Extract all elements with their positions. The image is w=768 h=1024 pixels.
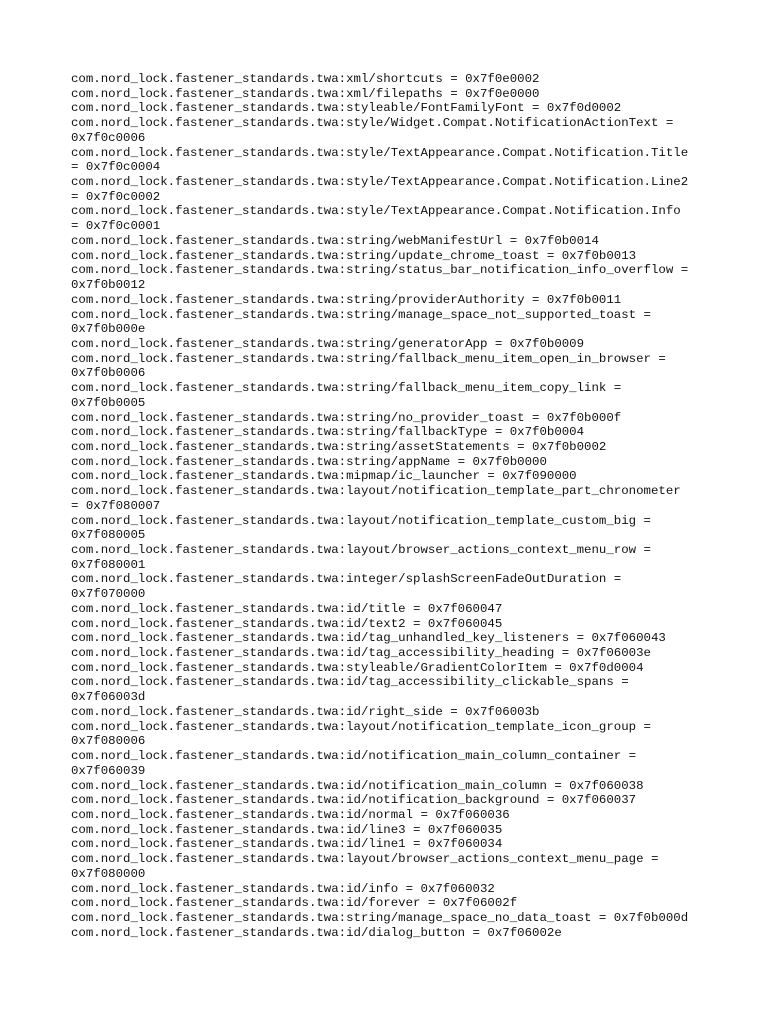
text-line: = 0x7f0c0001 bbox=[71, 219, 161, 234]
text-line: com.nord_lock.fastener_standards.twa:id/forever = 0x7f06002f bbox=[71, 896, 518, 911]
document-page bbox=[71, 72, 711, 940]
text-line: com.nord_lock.fastener_standards.twa:id/text2 = 0x7f060045 bbox=[71, 616, 503, 631]
text-line: com.nord_lock.fastener_standards.twa:string/fallback_menu_item_open_in_browser = bbox=[71, 351, 666, 366]
text-line: com.nord_lock.fastener_standards.twa:id/notification_main_column_container = bbox=[71, 749, 637, 764]
text-line: com.nord_lock.fastener_standards.twa:integer/splashScreenFadeOutDuration = bbox=[71, 572, 622, 587]
text-line: com.nord_lock.fastener_standards.twa:string/providerAuthority = 0x7f0b0011 bbox=[71, 292, 622, 307]
text-line: 0x7f080001 bbox=[71, 557, 146, 572]
text-line: 0x7f060039 bbox=[71, 763, 146, 778]
text-line: com.nord_lock.fastener_standards.twa:id/title = 0x7f060047 bbox=[71, 601, 503, 616]
text-line: com.nord_lock.fastener_standards.twa:string/no_provider_toast = 0x7f0b000f bbox=[71, 410, 622, 425]
text-line: com.nord_lock.fastener_standards.twa:id/tag_accessibility_heading = 0x7f06003e bbox=[71, 646, 651, 661]
text-line: com.nord_lock.fastener_standards.twa:string/appName = 0x7f0b0000 bbox=[71, 454, 547, 469]
text-line: com.nord_lock.fastener_standards.twa:styleable/FontFamilyFont = 0x7f0d0002 bbox=[71, 101, 622, 116]
text-line: com.nord_lock.fastener_standards.twa:string/assetStatements = 0x7f0b0002 bbox=[71, 439, 607, 454]
text-line: com.nord_lock.fastener_standards.twa:layout/notification_template_custom_big = bbox=[71, 513, 651, 528]
text-line: com.nord_lock.fastener_standards.twa:string/webManifestUrl = 0x7f0b0014 bbox=[71, 233, 599, 248]
text-line: com.nord_lock.fastener_standards.twa:id/info = 0x7f060032 bbox=[71, 881, 495, 896]
text-line: com.nord_lock.fastener_standards.twa:id/tag_accessibility_clickable_spans = bbox=[71, 675, 629, 690]
text-line: com.nord_lock.fastener_standards.twa:layout/browser_actions_context_menu_row = bbox=[71, 543, 651, 557]
text-line: com.nord_lock.fastener_standards.twa:style/TextAppearance.Compat.Notification.Line2 bbox=[71, 175, 689, 190]
text-line: com.nord_lock.fastener_standards.twa:id/line1 = 0x7f060034 bbox=[71, 837, 503, 852]
text-line: com.nord_lock.fastener_standards.twa:xml/filepaths = 0x7f0e0000 bbox=[71, 86, 540, 101]
text-line: com.nord_lock.fastener_standards.twa:string/fallbackType = 0x7f0b0004 bbox=[71, 425, 585, 440]
text-line: com.nord_lock.fastener_standards.twa:id/notification_main_column = 0x7f060038 bbox=[71, 778, 644, 793]
text-line: com.nord_lock.fastener_standards.twa:xml/shortcuts = 0x7f0e0002 bbox=[71, 72, 540, 86]
text-line: com.nord_lock.fastener_standards.twa:string/fallback_menu_item_copy_link = bbox=[71, 381, 622, 396]
text-line: 0x7f06003d bbox=[71, 690, 146, 705]
text-line: 0x7f070000 bbox=[71, 587, 146, 602]
text-line: com.nord_lock.fastener_standards.twa:layout/notification_template_icon_group = bbox=[71, 719, 651, 734]
text-line: = 0x7f080007 bbox=[71, 498, 161, 513]
text-line: = 0x7f0c0004 bbox=[71, 160, 161, 175]
text-line: com.nord_lock.fastener_standards.twa:layout/browser_actions_context_menu_page = bbox=[71, 852, 659, 867]
text-line: com.nord_lock.fastener_standards.twa:mipmap/ic_launcher = 0x7f090000 bbox=[71, 469, 577, 484]
text-line: com.nord_lock.fastener_standards.twa:style/TextAppearance.Compat.Notification.Title bbox=[71, 145, 689, 160]
text-line: 0x7f0c0006 bbox=[71, 130, 146, 145]
text-line: com.nord_lock.fastener_standards.twa:style/Widget.Compat.NotificationActionText = bbox=[71, 116, 674, 131]
text-line: com.nord_lock.fastener_standards.twa:id/right_side = 0x7f06003b bbox=[71, 704, 540, 719]
text-line: com.nord_lock.fastener_standards.twa:string/status_bar_notification_info_overflow = bbox=[71, 263, 689, 278]
text-line: com.nord_lock.fastener_standards.twa:id/normal = 0x7f060036 bbox=[71, 807, 510, 822]
text-line: 0x7f0b0012 bbox=[71, 278, 146, 293]
text-line: com.nord_lock.fastener_standards.twa:styleable/GradientColorItem = 0x7f0d0004 bbox=[71, 660, 644, 675]
text-line: com.nord_lock.fastener_standards.twa:string/manage_space_not_supported_toast = bbox=[71, 307, 651, 322]
text-line: = 0x7f0c0002 bbox=[71, 189, 161, 204]
text-line: 0x7f0b0006 bbox=[71, 366, 146, 381]
text-line: com.nord_lock.fastener_standards.twa:style/TextAppearance.Compat.Notification.Info bbox=[71, 204, 681, 219]
text-line: com.nord_lock.fastener_standards.twa:string/manage_space_no_data_toast = 0x7f0b000d bbox=[71, 910, 689, 925]
text-line: 0x7f080000 bbox=[71, 866, 146, 881]
text-line: 0x7f0b000e bbox=[71, 322, 146, 337]
text-line: com.nord_lock.fastener_standards.twa:id/tag_unhandled_key_listeners = 0x7f060043 bbox=[71, 631, 666, 646]
text-line: com.nord_lock.fastener_standards.twa:id/notification_background = 0x7f060037 bbox=[71, 793, 637, 808]
text-line: com.nord_lock.fastener_standards.twa:string/update_chrome_toast = 0x7f0b0013 bbox=[71, 248, 637, 263]
text-line: 0x7f080006 bbox=[71, 734, 146, 749]
text-line: com.nord_lock.fastener_standards.twa:string/generatorApp = 0x7f0b0009 bbox=[71, 336, 585, 351]
text-line: com.nord_lock.fastener_standards.twa:layout/notification_template_part_chronometer bbox=[71, 484, 681, 499]
text-line: 0x7f080005 bbox=[71, 528, 146, 543]
text-line: com.nord_lock.fastener_standards.twa:id/dialog_button = 0x7f06002e bbox=[71, 925, 562, 940]
text-line: com.nord_lock.fastener_standards.twa:id/line3 = 0x7f060035 bbox=[71, 822, 503, 837]
text-line: 0x7f0b0005 bbox=[71, 395, 146, 410]
